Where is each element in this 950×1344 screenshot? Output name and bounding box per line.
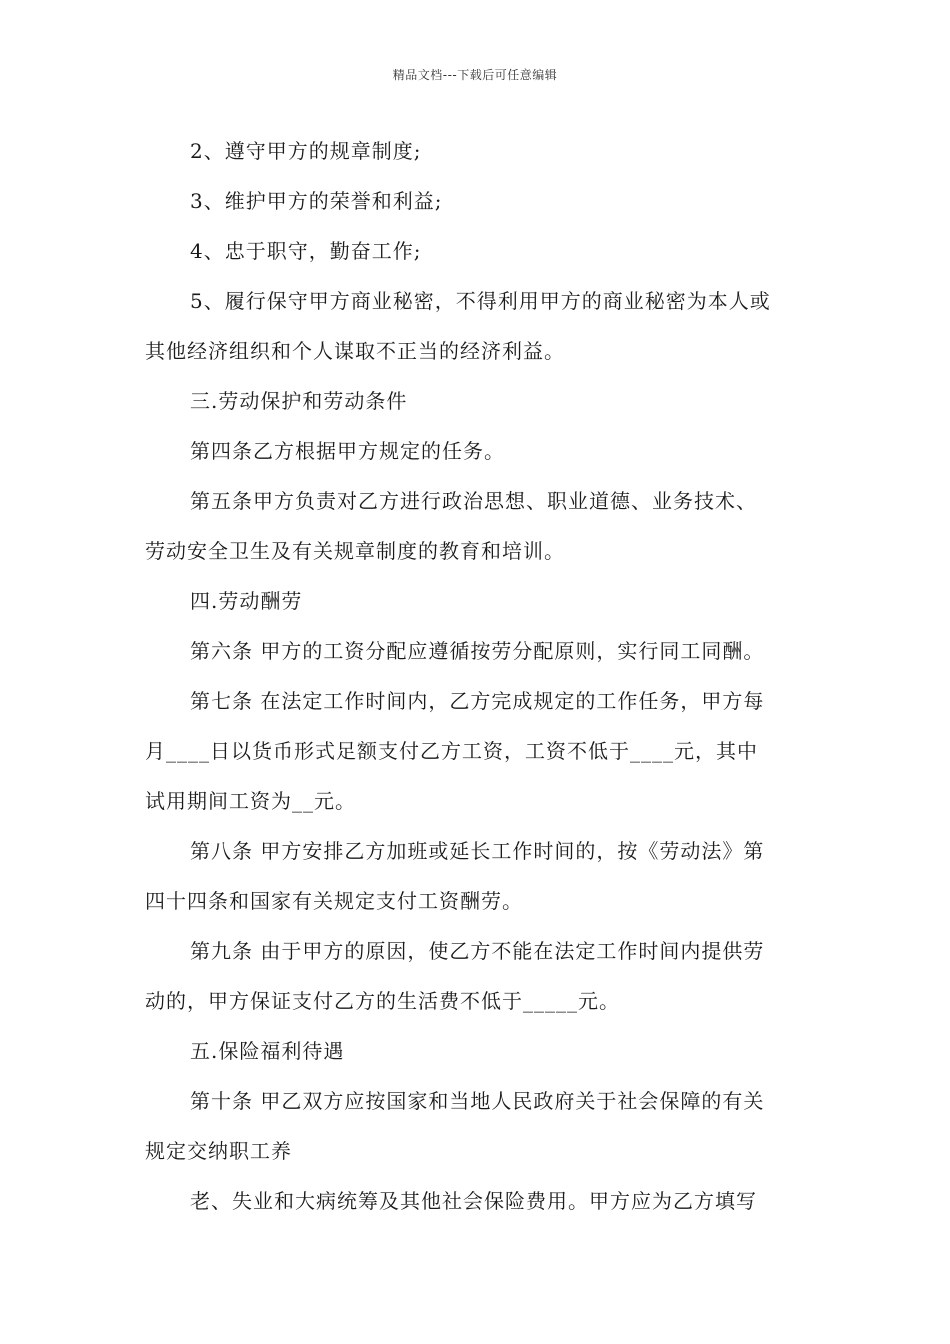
- text-line: 3、维护甲方的荣誉和利益;: [190, 189, 443, 213]
- text-line: 第四条乙方根据甲方规定的任务。: [190, 439, 505, 463]
- text-line: 月____日以货币形式足额支付乙方工资，工资不低于____元，其中: [145, 739, 758, 763]
- text-line: 第十条 甲乙双方应按国家和当地人民政府关于社会保障的有关: [190, 1089, 765, 1113]
- text-line: 第七条 在法定工作时间内，乙方完成规定的工作任务，甲方每: [190, 689, 765, 713]
- section-heading: 三.劳动保护和劳动条件: [190, 389, 408, 413]
- text-line: 老、失业和大病统筹及其他社会保险费用。甲方应为乙方填写: [190, 1189, 757, 1213]
- text-line: 其他经济组织和个人谋取不正当的经济利益。: [145, 339, 565, 363]
- text-line: 2、遵守甲方的规章制度;: [190, 139, 422, 163]
- text-line: 5、履行保守甲方商业秘密，不得利用甲方的商业秘密为本人或: [190, 289, 771, 313]
- text-line: 规定交纳职工养: [145, 1139, 292, 1163]
- text-line: 第八条 甲方安排乙方加班或延长工作时间的，按《劳动法》第: [190, 839, 765, 863]
- text-line: 试用期间工资为__元。: [145, 789, 356, 813]
- text-line: 动的，甲方保证支付乙方的生活费不低于_____元。: [145, 989, 620, 1013]
- page-header: 精品文档---下载后可任意编辑: [392, 68, 558, 82]
- text-line: 劳动安全卫生及有关规章制度的教育和培训。: [145, 539, 565, 563]
- text-line: 第五条甲方负责对乙方进行政治思想、职业道德、业务技术、: [190, 489, 757, 513]
- text-line: 第九条 由于甲方的原因，使乙方不能在法定工作时间内提供劳: [190, 939, 765, 963]
- text-line: 4、忠于职守，勤奋工作;: [190, 239, 422, 263]
- text-line: 第六条 甲方的工资分配应遵循按劳分配原则，实行同工同酬。: [190, 639, 765, 663]
- text-line: 四十四条和国家有关规定支付工资酬劳。: [145, 889, 523, 913]
- section-heading: 四.劳动酬劳: [190, 589, 303, 613]
- section-heading: 五.保险福利待遇: [190, 1039, 345, 1063]
